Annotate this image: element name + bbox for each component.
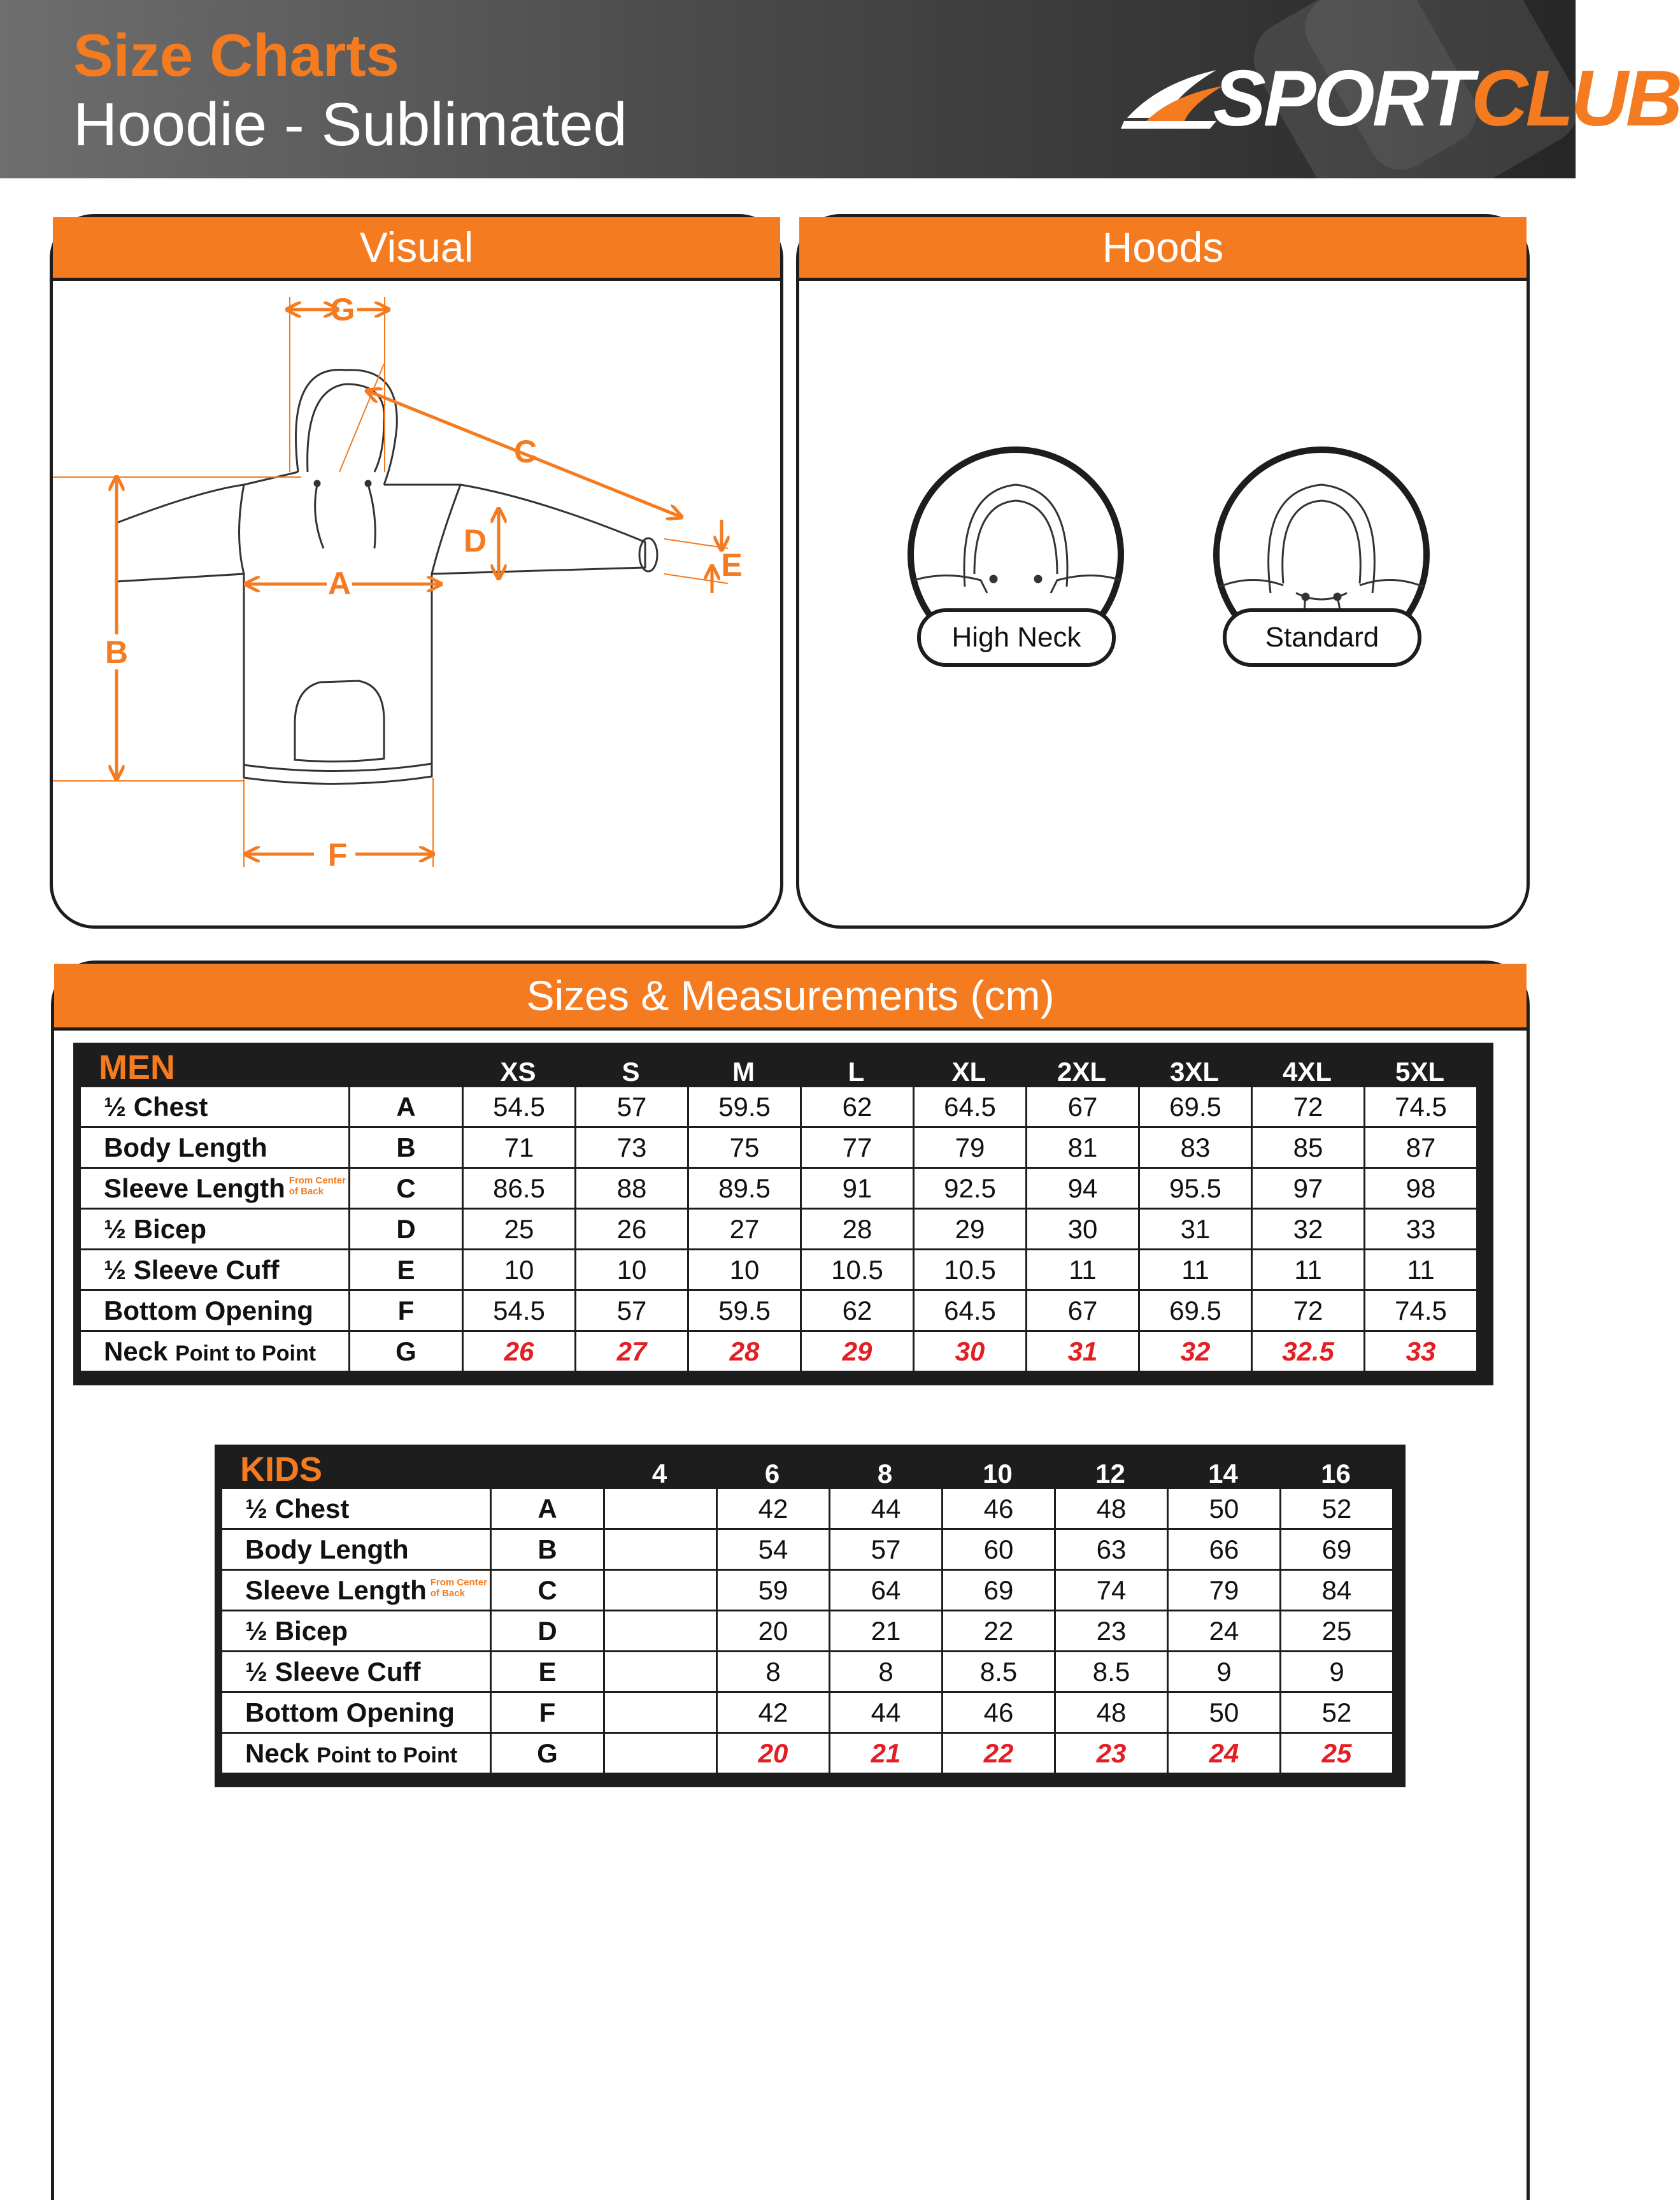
hood-option-standard: Standard xyxy=(1223,608,1421,667)
measurement-value: 8 xyxy=(716,1652,829,1691)
measurement-value: 81 xyxy=(1025,1128,1138,1167)
men-column-header: S xyxy=(622,1057,640,1087)
label-F: F xyxy=(327,837,348,873)
measurement-value: 10.5 xyxy=(800,1250,913,1289)
measurement-value xyxy=(603,1734,716,1773)
page-subtitle: Hoodie - Sublimated xyxy=(73,90,627,159)
table-row xyxy=(222,1693,1392,1734)
measurement-value: 74.5 xyxy=(1363,1087,1476,1126)
measurement-name: Body Length xyxy=(245,1534,409,1564)
table-row xyxy=(81,1332,1476,1373)
measurement-value: 69.5 xyxy=(1138,1291,1251,1330)
measurement-value: 32.5 xyxy=(1251,1332,1363,1371)
measurement-value: 62 xyxy=(800,1087,913,1126)
measurement-name: ½ Sleeve Cuff xyxy=(245,1657,421,1687)
measurement-value: 11 xyxy=(1138,1250,1251,1289)
measurement-value: 57 xyxy=(574,1087,687,1126)
measurement-value: 50 xyxy=(1167,1489,1279,1528)
measurement-value: 23 xyxy=(1054,1734,1167,1773)
measurement-value: 46 xyxy=(941,1489,1054,1528)
kids-column-header: 4 xyxy=(651,1459,667,1489)
measurement-value: 8.5 xyxy=(1054,1652,1167,1691)
measurement-value: 92.5 xyxy=(913,1169,1025,1208)
measurement-value xyxy=(603,1571,716,1610)
measurement-value: 10 xyxy=(574,1250,687,1289)
table-row xyxy=(81,1291,1476,1332)
measurement-value: 27 xyxy=(687,1210,800,1248)
page-header xyxy=(0,0,1680,178)
measurement-name: Sleeve Length From Center of Back xyxy=(104,1173,346,1203)
measurement-value: 22 xyxy=(941,1611,1054,1650)
kids-column-header: 14 xyxy=(1208,1459,1238,1489)
measurement-value: 67 xyxy=(1025,1291,1138,1330)
measurement-letter: E xyxy=(490,1652,603,1691)
measurement-letter: G xyxy=(348,1332,462,1371)
measurement-value: 8 xyxy=(829,1652,941,1691)
measurement-value: 67 xyxy=(1025,1087,1138,1126)
measurement-name: Bottom Opening xyxy=(104,1296,313,1325)
measurement-value: 73 xyxy=(574,1128,687,1167)
men-column-header: L xyxy=(848,1057,865,1087)
measurement-value: 69 xyxy=(1279,1530,1392,1569)
measurement-value: 10 xyxy=(687,1250,800,1289)
measurement-value: 60 xyxy=(941,1530,1054,1569)
table-row xyxy=(81,1087,1476,1128)
measurement-letter: B xyxy=(490,1530,603,1569)
measurement-value: 62 xyxy=(800,1291,913,1330)
measurement-letter: C xyxy=(490,1571,603,1610)
label-G: G xyxy=(330,292,355,327)
measurement-letter: E xyxy=(348,1250,462,1289)
measurement-value: 59 xyxy=(716,1571,829,1610)
page-title: Size Charts xyxy=(73,22,399,89)
logo-text-sport: SPORT xyxy=(1213,55,1471,143)
measurement-value: 48 xyxy=(1054,1489,1167,1528)
measurement-value: 95.5 xyxy=(1138,1169,1251,1208)
measurement-value: 25 xyxy=(1279,1611,1392,1650)
measurement-value: 87 xyxy=(1363,1128,1476,1167)
measurement-value: 71 xyxy=(462,1128,574,1167)
measurement-value: 52 xyxy=(1279,1489,1392,1528)
measurement-value: 33 xyxy=(1363,1332,1476,1371)
hoods-panel-title: Hoods xyxy=(799,217,1527,281)
measurement-value: 44 xyxy=(829,1489,941,1528)
measurement-value: 42 xyxy=(716,1489,829,1528)
measurement-letter: B xyxy=(348,1128,462,1167)
kids-column-header: 12 xyxy=(1095,1459,1125,1489)
table-row xyxy=(222,1611,1392,1652)
measurement-value: 32 xyxy=(1138,1332,1251,1371)
measurement-value: 75 xyxy=(687,1128,800,1167)
measurement-value xyxy=(603,1530,716,1569)
measurement-value: 8.5 xyxy=(941,1652,1054,1691)
label-B: B xyxy=(104,634,129,670)
measurement-value: 64 xyxy=(829,1571,941,1610)
measurement-letter: D xyxy=(348,1210,462,1248)
measurement-value: 94 xyxy=(1025,1169,1138,1208)
measurement-letter: D xyxy=(490,1611,603,1650)
measurement-value: 42 xyxy=(716,1693,829,1732)
measurement-value: 23 xyxy=(1054,1611,1167,1650)
measurement-letter: G xyxy=(490,1734,603,1773)
measurement-value: 26 xyxy=(574,1210,687,1248)
kids-table-body xyxy=(222,1489,1392,1773)
measurement-value xyxy=(603,1489,716,1528)
measurement-value: 52 xyxy=(1279,1693,1392,1732)
measurement-value: 77 xyxy=(800,1128,913,1167)
label-C: C xyxy=(513,434,537,469)
hoodie-outline xyxy=(117,369,657,783)
measurement-value: 21 xyxy=(829,1734,941,1773)
measurement-value: 27 xyxy=(574,1332,687,1371)
measurement-value: 44 xyxy=(829,1693,941,1732)
measurement-value: 32 xyxy=(1251,1210,1363,1248)
measurement-value: 24 xyxy=(1167,1734,1279,1773)
table-row xyxy=(222,1489,1392,1530)
hoodie-measurement-diagram xyxy=(53,217,780,925)
measurement-value: 29 xyxy=(800,1332,913,1371)
measurement-value: 10 xyxy=(462,1250,574,1289)
measurement-note: From Center of Back xyxy=(288,1175,346,1197)
measurement-value: 84 xyxy=(1279,1571,1392,1610)
measurement-note: From Center of Back xyxy=(430,1577,487,1599)
table-row xyxy=(222,1571,1392,1611)
table-row xyxy=(81,1250,1476,1291)
measurement-value: 28 xyxy=(800,1210,913,1248)
measurement-value: 72 xyxy=(1251,1087,1363,1126)
kids-column-header: 6 xyxy=(764,1459,780,1489)
men-column-header: XL xyxy=(951,1057,986,1087)
kids-table-title: KIDS xyxy=(240,1450,323,1489)
measurement-value: 9 xyxy=(1279,1652,1392,1691)
measurement-value: 57 xyxy=(829,1530,941,1569)
measurement-value: 30 xyxy=(1025,1210,1138,1248)
measurement-value: 54 xyxy=(716,1530,829,1569)
measurement-name: Neck Point to Point xyxy=(245,1738,458,1768)
men-size-table xyxy=(73,1043,1493,1385)
kids-size-table xyxy=(215,1445,1406,1787)
measurement-value: 20 xyxy=(716,1611,829,1650)
measurement-value: 85 xyxy=(1251,1128,1363,1167)
measurement-letter: A xyxy=(490,1489,603,1528)
hood-options-illustration xyxy=(799,217,1527,925)
kids-column-header: 8 xyxy=(877,1459,893,1489)
measurement-name: ½ Sleeve Cuff xyxy=(104,1255,280,1285)
measurement-value: 48 xyxy=(1054,1693,1167,1732)
table-row xyxy=(81,1169,1476,1210)
measurement-value: 22 xyxy=(941,1734,1054,1773)
measurement-value: 59.5 xyxy=(687,1087,800,1126)
label-D: D xyxy=(463,523,487,559)
measurement-value: 29 xyxy=(913,1210,1025,1248)
measurement-value xyxy=(603,1611,716,1650)
measurement-letter: C xyxy=(348,1169,462,1208)
label-E: E xyxy=(721,547,743,583)
visual-panel xyxy=(50,214,783,929)
measurement-name: ½ Chest xyxy=(104,1092,208,1122)
measurement-value: 69.5 xyxy=(1138,1087,1251,1126)
measurement-letter: A xyxy=(348,1087,462,1126)
measurement-name: ½ Bicep xyxy=(245,1616,348,1646)
men-table-title: MEN xyxy=(99,1048,175,1087)
measurement-value: 24 xyxy=(1167,1611,1279,1650)
measurement-value: 25 xyxy=(1279,1734,1392,1773)
measurement-value: 9 xyxy=(1167,1652,1279,1691)
measurement-value: 97 xyxy=(1251,1169,1363,1208)
table-row xyxy=(81,1210,1476,1250)
measurement-value: 63 xyxy=(1054,1530,1167,1569)
measurement-value: 74.5 xyxy=(1363,1291,1476,1330)
measurement-value: 31 xyxy=(1138,1210,1251,1248)
measurement-value: 88 xyxy=(574,1169,687,1208)
measurement-value: 54.5 xyxy=(462,1087,574,1126)
measurement-value: 59.5 xyxy=(687,1291,800,1330)
measurement-name: ½ Chest xyxy=(245,1494,350,1524)
measurement-name: Sleeve Length From Center of Back xyxy=(245,1575,487,1605)
kids-column-header: 16 xyxy=(1321,1459,1351,1489)
measurement-value: 28 xyxy=(687,1332,800,1371)
measurement-value: 72 xyxy=(1251,1291,1363,1330)
measurement-value: 79 xyxy=(1167,1571,1279,1610)
men-column-header: M xyxy=(732,1057,755,1087)
measurement-value: 98 xyxy=(1363,1169,1476,1208)
men-column-header: 5XL xyxy=(1395,1057,1445,1087)
measurement-value: 30 xyxy=(913,1332,1025,1371)
men-column-header: 4XL xyxy=(1282,1057,1332,1087)
hoods-panel xyxy=(796,214,1530,929)
measurement-value xyxy=(603,1693,716,1732)
men-column-header: 2XL xyxy=(1057,1057,1107,1087)
measurement-value: 11 xyxy=(1025,1250,1138,1289)
measurement-value: 74 xyxy=(1054,1571,1167,1610)
measurement-value: 46 xyxy=(941,1693,1054,1732)
measurement-value: 79 xyxy=(913,1128,1025,1167)
men-column-header: 3XL xyxy=(1169,1057,1220,1087)
table-row xyxy=(222,1652,1392,1693)
kids-column-header: 10 xyxy=(983,1459,1013,1489)
measurement-value xyxy=(603,1652,716,1691)
measurement-value: 89.5 xyxy=(687,1169,800,1208)
table-row xyxy=(222,1734,1392,1775)
measurement-letter: F xyxy=(490,1693,603,1732)
measurement-value: 64.5 xyxy=(913,1087,1025,1126)
hood-option-high-neck: High Neck xyxy=(917,608,1116,667)
sportclub-logo xyxy=(1121,55,1680,143)
measurement-name: Neck Point to Point xyxy=(104,1336,317,1366)
table-row xyxy=(81,1128,1476,1169)
measurement-name: Body Length xyxy=(104,1132,267,1162)
measurement-value: 11 xyxy=(1251,1250,1363,1289)
measurement-value: 57 xyxy=(574,1291,687,1330)
measurement-value: 69 xyxy=(941,1571,1054,1610)
measurement-name: Bottom Opening xyxy=(245,1697,455,1727)
measurement-value: 66 xyxy=(1167,1530,1279,1569)
measurement-value: 83 xyxy=(1138,1128,1251,1167)
men-table-body xyxy=(81,1087,1476,1371)
measurement-letter: F xyxy=(348,1291,462,1330)
measurement-name: ½ Bicep xyxy=(104,1214,207,1244)
measurement-value: 10.5 xyxy=(913,1250,1025,1289)
measurement-value: 11 xyxy=(1363,1250,1476,1289)
measurement-value: 50 xyxy=(1167,1693,1279,1732)
measurement-value: 64.5 xyxy=(913,1291,1025,1330)
measurement-value: 33 xyxy=(1363,1210,1476,1248)
men-column-header: XS xyxy=(500,1057,536,1087)
measurement-value: 86.5 xyxy=(462,1169,574,1208)
label-A: A xyxy=(327,566,352,601)
sizes-panel-title: Sizes & Measurements (cm) xyxy=(54,964,1527,1031)
visual-panel-title: Visual xyxy=(53,217,780,281)
measurement-value: 21 xyxy=(829,1611,941,1650)
measurement-value: 25 xyxy=(462,1210,574,1248)
measurement-value: 54.5 xyxy=(462,1291,574,1330)
table-row xyxy=(222,1530,1392,1571)
measurement-value: 91 xyxy=(800,1169,913,1208)
measurement-value: 31 xyxy=(1025,1332,1138,1371)
measurement-value: 20 xyxy=(716,1734,829,1773)
measurement-value: 26 xyxy=(462,1332,574,1371)
logo-text-club: CLUB xyxy=(1470,55,1680,143)
